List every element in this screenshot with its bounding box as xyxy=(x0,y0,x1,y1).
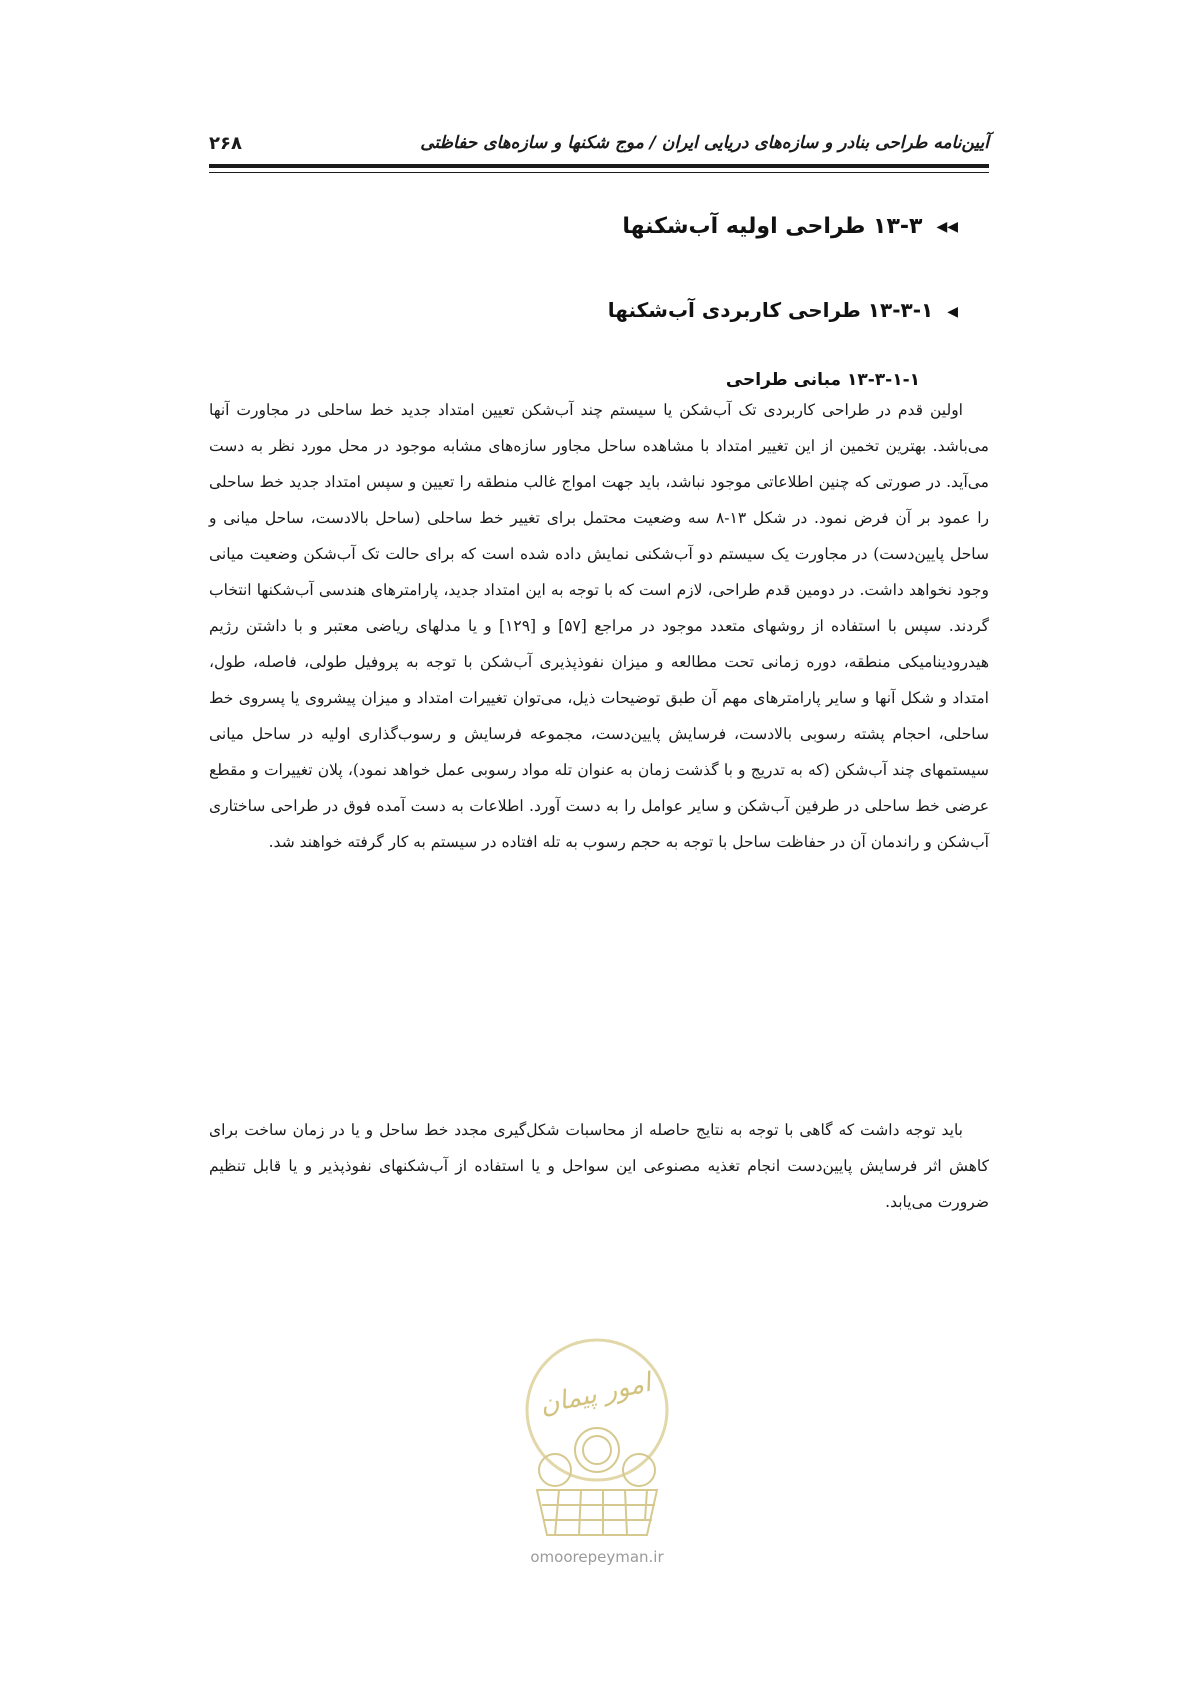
page-number: ۲۶۸ xyxy=(209,132,242,154)
subsubsection-heading-text: ۱۳-۳-۱-۱ مبانی طراحی xyxy=(725,370,920,390)
paragraph-text: باید توجه داشت که گاهی با توجه به نتایج حاصله از محاسبات شکل‌گیری مجدد خط ساحل و یا در زمان ساخت برای کاهش اثر فرسایش پایین‌دست انجام تغذیه مصنوعی این سواحل و یا استفاده از آب‌شکنهای نفوذپذیر و یا قابل تنظیم ضرورت می‌یابد. xyxy=(209,1121,989,1211)
body-paragraph-1 xyxy=(209,392,989,860)
section-heading-text: ۱۳-۳ طراحی اولیه آب‌شکنها xyxy=(622,214,923,239)
subsubsection-heading xyxy=(726,370,920,390)
body-paragraph-2 xyxy=(209,1112,989,1220)
paragraph-text: اولین قدم در طراحی کاربردی تک آب‌شکن یا سیستم چند آب‌شکن تعیین امتداد جدید خط ساحلی در مجاورت آنها می‌باشد. بهترین تخمین از این تغییر امتداد با مشاهده ساحل مجاور سازه‌های مشابه موجود در محل مورد نظر به دست می‌آید. در صورتی که چنین اطلاعاتی موجود نباشد، باید جهت امواج غالب منطقه را تعیین و سپس امتداد جدید خط ساحلی را عمود بر آن فرض نمود. در شکل ۱۳-۸ سه وضعیت محتمل برای تغییر خط ساحلی (ساحل بالادست، ساحل میانی و ساحل پایین‌دست) در مجاورت یک سیستم دو آب‌شکنی نمایش داده شده است که برای حالت تک آب‌شکن وضعیت میانی وجود نخواهد داشت. در دومین قدم طراحی، لازم است که با توجه به این امتداد جدید، پارامترهای هندسی آب‌شکنها انتخاب گردند. سپس با استفاده از روشهای متعدد موجود در مراجع [۵۷] و [۱۲۹] و یا مدلهای ریاضی معتبر و با داشتن رژیم هیدرودینامیکی منطقه، دوره زمانی تحت مطالعه و میزان نفوذپذیری آب‌شکن با توجه به پروفیل طولی، فاصله، طول، امتداد و شکل آنها و سایر پارامترهای مهم آن طبق توضیحات ذیل، می‌توان تغییرات امتداد و میزان پیشروی یا پسروی خط ساحلی، احجام پشته رسوبی بالادست، فرسایش پایین‌دست، مجموعه فرسایش و رسوب‌گذاری اولیه در ساحل میانی سیستمهای چند آب‌شکن (که به تدریج و با گذشت زمان به عنوان تله مواد رسوبی عمل خواهد نمود)، پلان تغییرات و مقطع عرضی خط ساحلی در طرفین آب‌شکن و سایر عوامل را به دست آورد. اطلاعات به دست آمده فوق در طراحی ساختاری آب‌شکن و راندمان آن در حفاظت ساحل با توجه به حجم رسوب به تله افتاده در سیستم به کار گرفته خواهند شد. xyxy=(209,401,989,851)
watermark-logo-text: امور پیمان xyxy=(537,1367,654,1421)
double-arrow-left-icon: ◀◀ xyxy=(936,219,958,235)
header-rule-thin xyxy=(209,172,989,173)
subsection-heading xyxy=(608,298,958,322)
header-rule-thick xyxy=(209,164,989,168)
watermark-logo xyxy=(497,1330,697,1540)
subsection-heading-text: ۱۳-۳-۱ طراحی کاربردی آب‌شکنها xyxy=(607,298,934,322)
arrow-left-icon: ◀ xyxy=(947,303,958,320)
running-title: آیین‌نامه طراحی بنادر و سازه‌های دریایی ایران / موج شکنها و سازه‌های حفاظتی xyxy=(420,133,989,153)
page-header xyxy=(209,128,989,158)
watermark-site: omoorepeyman.ir xyxy=(530,1548,664,1566)
section-heading xyxy=(622,214,958,239)
